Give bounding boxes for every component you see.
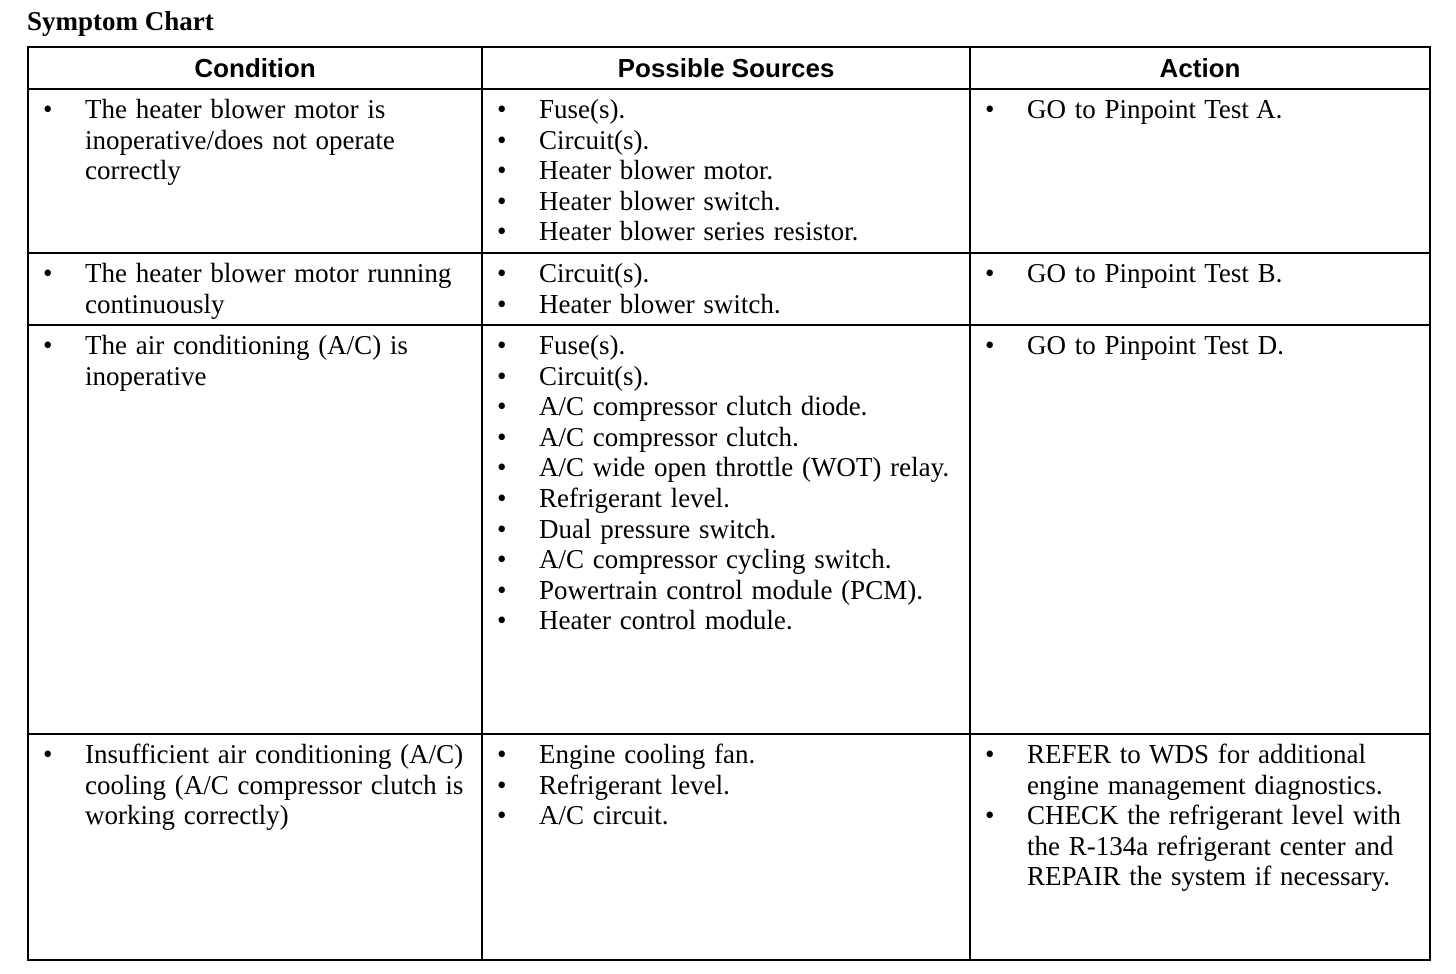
source-item: • A/C compressor cycling switch.	[489, 544, 963, 575]
condition-item: • The heater blower motor is inoperative/does not operate correctly	[35, 94, 475, 186]
action-cell	[970, 734, 1430, 960]
source-item: • A/C circuit.	[489, 800, 963, 831]
sources-cell	[482, 734, 970, 960]
action-cell	[970, 89, 1430, 253]
source-item: • Heater blower switch.	[489, 186, 963, 217]
sources-cell	[482, 325, 970, 734]
table-row	[28, 734, 1430, 960]
source-item: • Heater blower switch.	[489, 289, 963, 320]
sources-list	[489, 94, 963, 247]
source-item: • Circuit(s).	[489, 125, 963, 156]
table-header-row	[28, 47, 1430, 89]
header-condition: Condition	[28, 47, 482, 89]
chart-title: Symptom Chart	[27, 6, 214, 36]
action-cell	[970, 253, 1430, 325]
source-item: • Heater blower motor.	[489, 155, 963, 186]
sources-list	[489, 330, 963, 636]
condition-cell	[28, 89, 482, 253]
table-row	[28, 325, 1430, 734]
action-list	[977, 739, 1423, 892]
source-item: • Dual pressure switch.	[489, 514, 963, 545]
action-item: • REFER to WDS for additional engine management diagnostics.	[977, 739, 1423, 800]
source-item: • Fuse(s).	[489, 94, 963, 125]
action-item: • CHECK the refrigerant level with the R-134a refrigerant center and REPAIR the system if necessary.	[977, 800, 1423, 892]
source-item: • Circuit(s).	[489, 258, 963, 289]
source-item: • Heater control module.	[489, 605, 963, 636]
source-item: • Heater blower series resistor.	[489, 216, 963, 247]
condition-item: • Insufficient air conditioning (A/C) cooling (A/C compressor clutch is working correctly)	[35, 739, 475, 831]
table-row	[28, 89, 1430, 253]
action-item: • GO to Pinpoint Test D.	[977, 330, 1423, 361]
symptom-table	[27, 46, 1431, 961]
header-action: Action	[970, 47, 1430, 89]
source-item: • Refrigerant level.	[489, 770, 963, 801]
sources-cell	[482, 253, 970, 325]
action-cell	[970, 325, 1430, 734]
source-item: • Refrigerant level.	[489, 483, 963, 514]
source-item: • Circuit(s).	[489, 361, 963, 392]
action-item: • GO to Pinpoint Test B.	[977, 258, 1423, 289]
source-item: • Fuse(s).	[489, 330, 963, 361]
sources-cell	[482, 89, 970, 253]
condition-cell	[28, 325, 482, 734]
condition-item: • The air conditioning (A/C) is inoperative	[35, 330, 475, 391]
sources-list	[489, 739, 963, 831]
action-item: • GO to Pinpoint Test A.	[977, 94, 1423, 125]
action-list	[977, 330, 1423, 361]
condition-list	[35, 739, 475, 831]
source-item: • Powertrain control module (PCM).	[489, 575, 963, 606]
condition-list	[35, 94, 475, 186]
condition-cell	[28, 253, 482, 325]
source-item: • A/C compressor clutch diode.	[489, 391, 963, 422]
source-item: • A/C wide open throttle (WOT) relay.	[489, 452, 963, 483]
table-row	[28, 253, 1430, 325]
condition-cell	[28, 734, 482, 960]
header-possible-sources: Possible Sources	[482, 47, 970, 89]
condition-item: • The heater blower motor running continuously	[35, 258, 475, 319]
condition-list	[35, 258, 475, 319]
action-list	[977, 258, 1423, 289]
sources-list	[489, 258, 963, 319]
action-list	[977, 94, 1423, 125]
condition-list	[35, 330, 475, 391]
source-item: • A/C compressor clutch.	[489, 422, 963, 453]
source-item: • Engine cooling fan.	[489, 739, 963, 770]
